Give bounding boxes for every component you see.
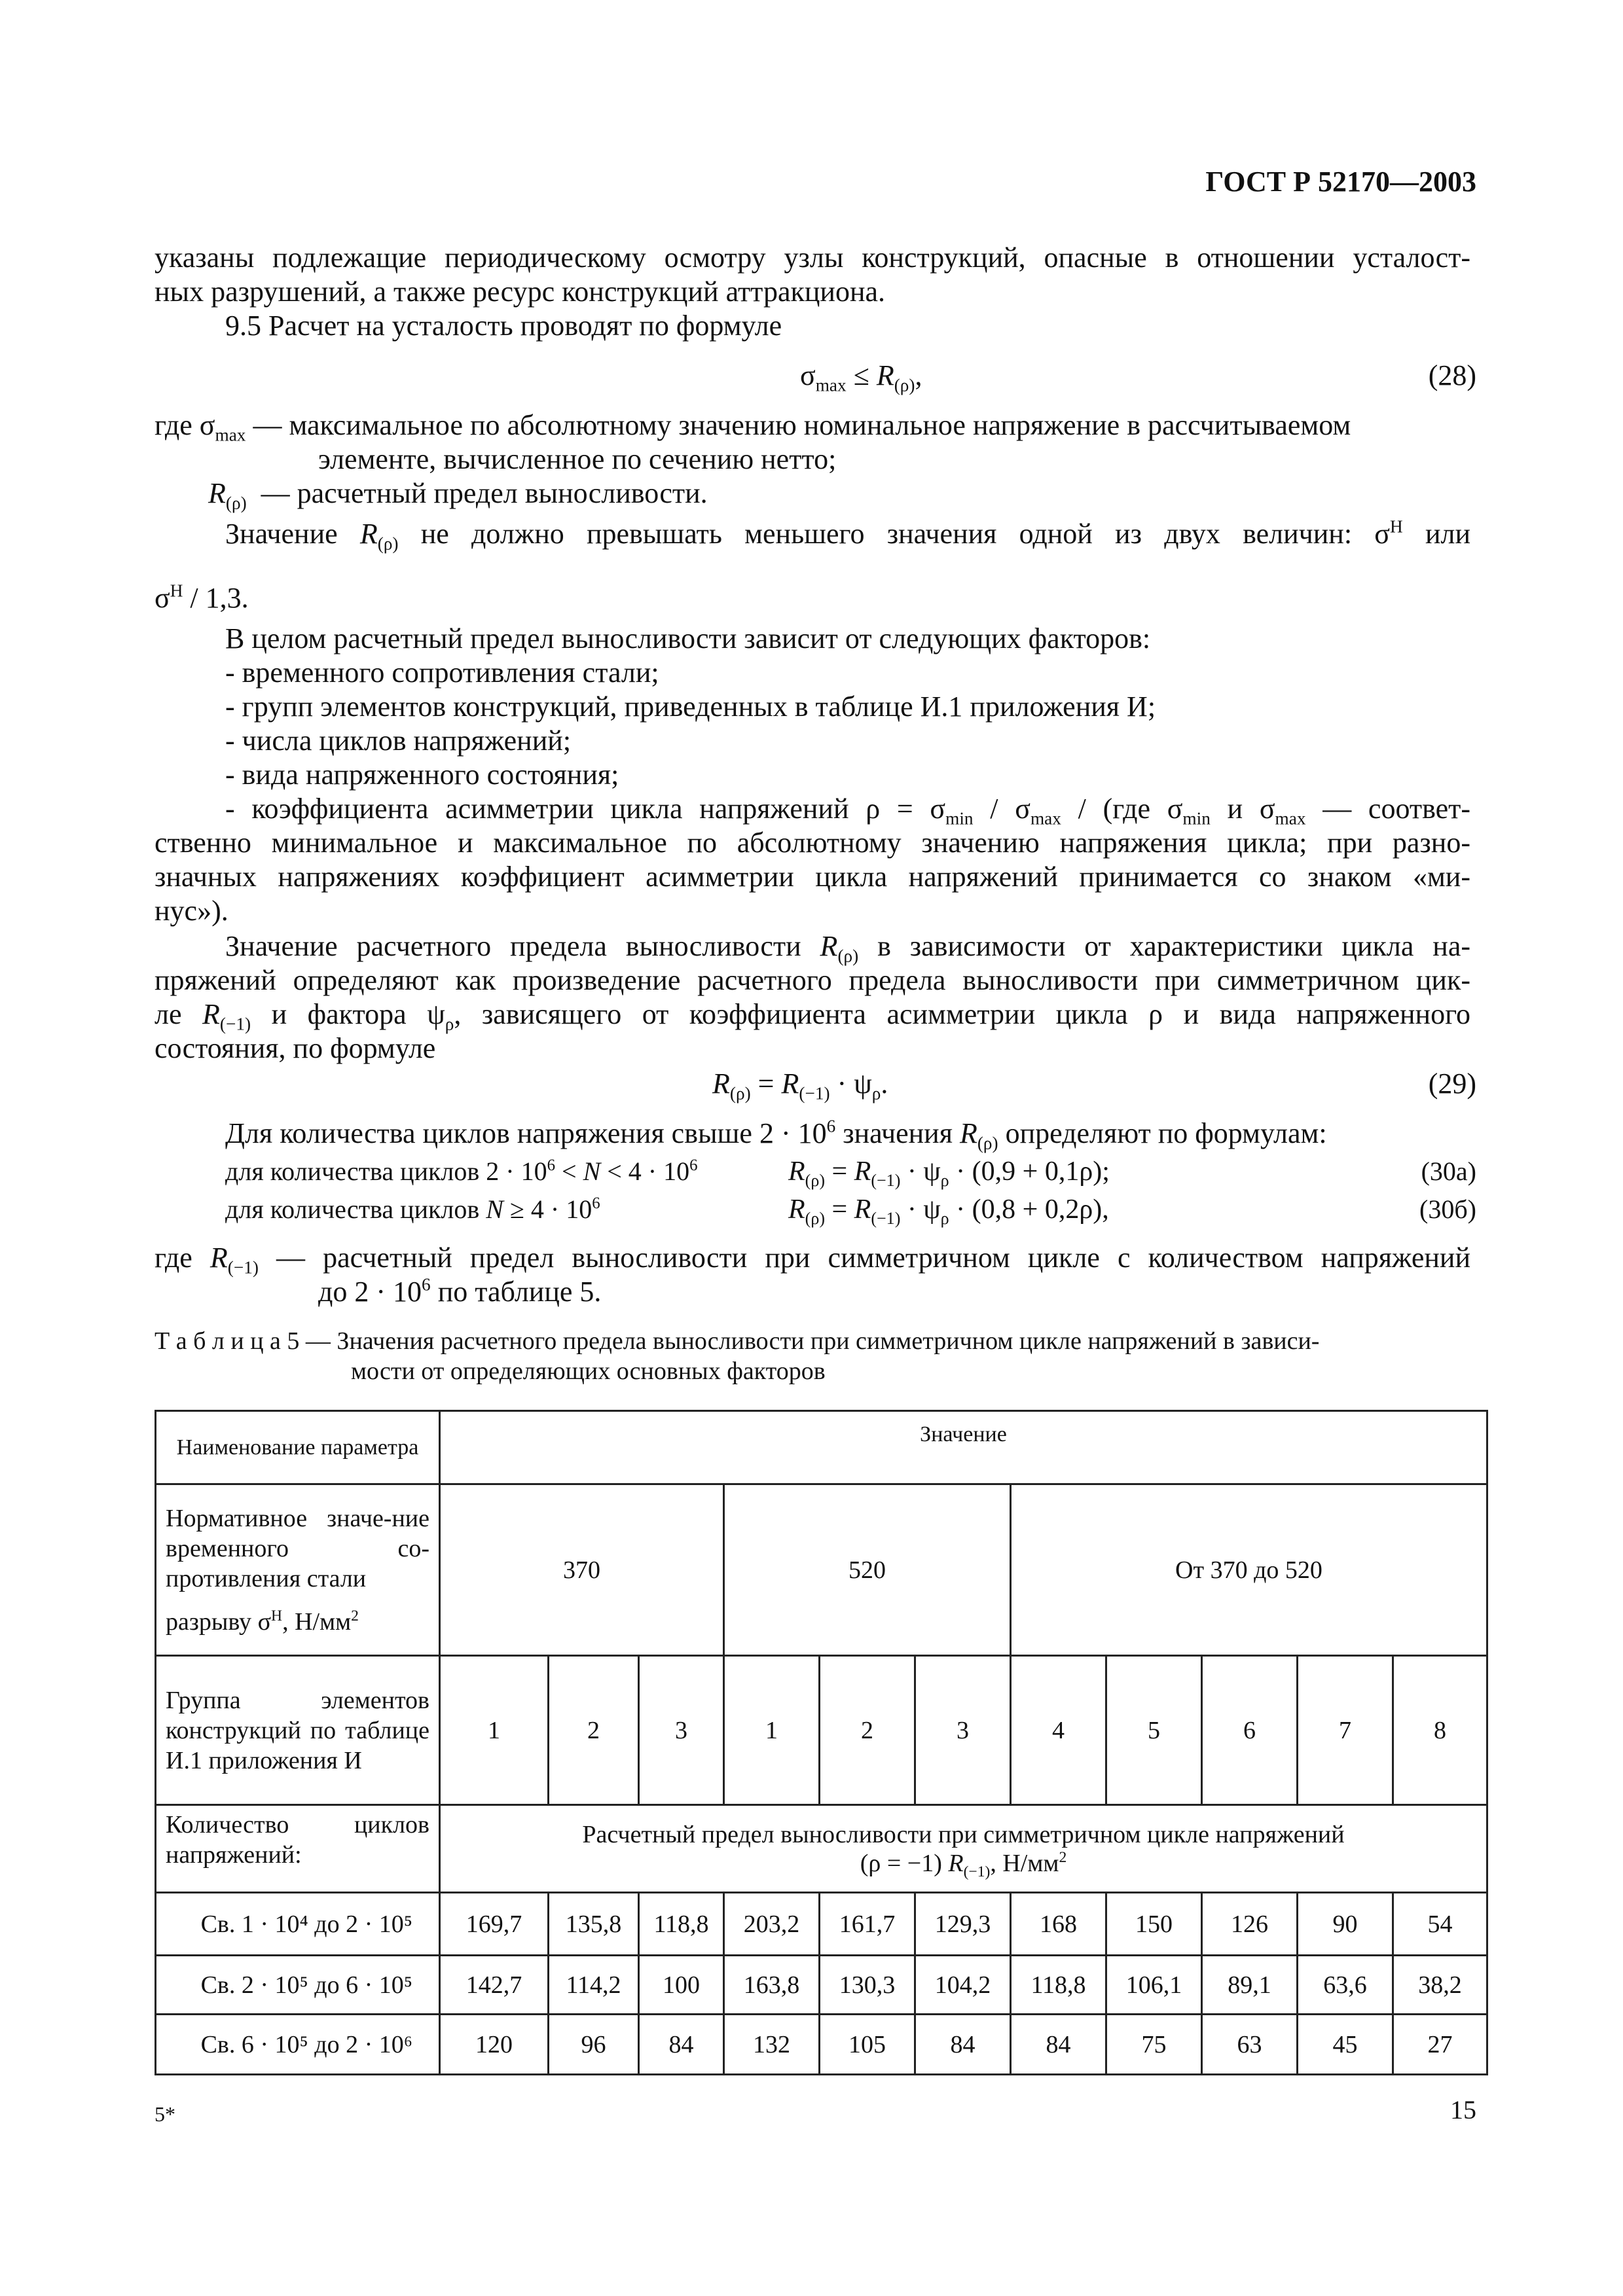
cell: 120 [440, 2015, 549, 2075]
table-5 [155, 1410, 1488, 2075]
footer-mark: 5* [155, 2102, 175, 2126]
definition-line: до $2 \cdot 10^6$ по таблице 5. [318, 1274, 602, 1308]
cell: 130,3 [820, 1956, 915, 2015]
equation-30b: $R_{(\rho)} = R_{(-1)} \cdot \psi_\rho \cdot (0,8 + 0,2\rho)$, [788, 1194, 1109, 1229]
cell: 104,2 [915, 1956, 1011, 2015]
cell: 63,6 [1298, 1956, 1393, 2015]
cell: 203,2 [724, 1893, 820, 1956]
group-cell: 2 [820, 1656, 915, 1805]
cell: 142,7 [440, 1956, 549, 2015]
cell: 161,7 [820, 1893, 915, 1956]
cell: 84 [1011, 2015, 1106, 2075]
group-cell: 3 [639, 1656, 724, 1805]
table-row [156, 2015, 1487, 2075]
cell: 96 [549, 2015, 639, 2075]
paragraph-line: значных напряжениях коэффициент асимметрии цикла напряжений принимается со знаком «ми- [155, 861, 1470, 893]
list-item: - групп элементов конструкций, приведенных в таблице И.1 приложения И; [225, 691, 1156, 723]
row-label-group: Группа элементов конструкций по таблице И.1 приложения И [156, 1656, 440, 1805]
cell: 100 [639, 1956, 724, 2015]
group-cell: 1 [440, 1656, 549, 1805]
paragraph-line: 9.5 Расчет на усталость проводят по формуле [225, 310, 782, 342]
paragraph-line: Значение расчетного предела выносливости $R_{(\rho)}$ в зависимости от характеристики цикла на- [225, 930, 1470, 966]
table-row-strength [156, 1484, 1487, 1656]
group-cell: 2 [549, 1656, 639, 1805]
cell: 168 [1011, 1893, 1106, 1956]
table-header-row [156, 1411, 1487, 1484]
table-row-group [156, 1656, 1487, 1805]
table-row-cycles-head [156, 1805, 1487, 1893]
cell: 118,8 [639, 1893, 724, 1956]
group-cell: 1 [724, 1656, 820, 1805]
cell: 84 [639, 2015, 724, 2075]
cell: 38,2 [1393, 1956, 1487, 2015]
cell: 45 [1298, 2015, 1393, 2075]
header-param: Наименование параметра [156, 1411, 440, 1484]
paragraph-line: указаны подлежащие периодическому осмотру узлы конструкций, опасные в отношении усталост- [155, 242, 1470, 274]
definition-line: $R_{(\rho)}$ — расчетный предел выносливости. [208, 477, 708, 513]
equation-number: (30б) [1419, 1194, 1476, 1224]
cell: 114,2 [549, 1956, 639, 2015]
page-number: 15 [1450, 2095, 1476, 2125]
list-item: - числа циклов напряжений; [225, 725, 572, 757]
condition-30b: для количества циклов $N \ge 4 \cdot 10^6$ [225, 1194, 600, 1224]
value-520: 520 [724, 1484, 1011, 1656]
condition-30a: для количества циклов $2 \cdot 10^6 < N < 4 \cdot 10^6$ [225, 1157, 698, 1186]
cell: 54 [1393, 1893, 1487, 1956]
list-item: - вида напряженного состояния; [225, 759, 619, 791]
cell: 163,8 [724, 1956, 820, 2015]
group-cell: 5 [1106, 1656, 1202, 1805]
value-range: От 370 до 520 [1011, 1484, 1487, 1656]
row-label: Св. 2 · 10⁵ до 6 · 10⁵ [156, 1956, 440, 2015]
group-cell: 6 [1202, 1656, 1298, 1805]
row-label: Св. 6 · 10⁵ до 2 · 10⁶ [156, 2015, 440, 2075]
cell: 129,3 [915, 1893, 1011, 1956]
cell: 126 [1202, 1893, 1298, 1956]
equation-number: (28) [1428, 359, 1476, 391]
paragraph-line: В целом расчетный предел выносливости зависит от следующих факторов: [225, 622, 1151, 655]
paragraph-line: Для количества циклов напряжения свыше $2 \cdot 10^6$ значения $R_{(\rho)}$ определяют по формулам: [225, 1116, 1327, 1153]
paragraph-line: Значение $R_{(\rho)}$ не должно превышать меньшего значения одной из двух величин: $\sigma^Н$ или [225, 516, 1470, 554]
cell: 89,1 [1202, 1956, 1298, 2015]
equation-28: $\sigma_{max} \le R_{(\rho)}$, [800, 359, 922, 395]
group-cell: 3 [915, 1656, 1011, 1805]
paragraph-line: пряжений определяют как произведение расчетного предела выносливости при симметричном цик- [155, 964, 1470, 996]
header-value: Значение [440, 1411, 1487, 1484]
group-cell: 8 [1393, 1656, 1487, 1805]
equation-number: (30а) [1421, 1157, 1476, 1186]
paragraph-line: нус»). [155, 895, 228, 927]
value-370: 370 [440, 1484, 724, 1656]
group-cell: 4 [1011, 1656, 1106, 1805]
row-label: Св. 1 · 10⁴ до 2 · 10⁵ [156, 1893, 440, 1956]
list-item: - временного сопротивления стали; [225, 656, 659, 689]
paragraph-line: ственно минимальное и максимальное по абсолютному значению напряжения цикла; при разно- [155, 827, 1470, 859]
paragraph-line: ле $R_{(-1)}$ и фактора $\psi_\rho$, зависящего от коэффициента асимметрии цикла ρ и вида напряженного [155, 998, 1471, 1034]
paragraph-line: ных разрушений, а также ресурс конструкций аттракциона. [155, 276, 886, 308]
cell: 84 [915, 2015, 1011, 2075]
equation-number: (29) [1428, 1067, 1476, 1100]
equation-29: $R_{(\rho)} = R_{(-1)} \cdot \psi_\rho$. [712, 1067, 888, 1103]
cell: 27 [1393, 2015, 1487, 2075]
group-cell: 7 [1298, 1656, 1393, 1805]
cell: 90 [1298, 1893, 1393, 1956]
paragraph-line: состояния, по формуле [155, 1032, 436, 1064]
row-label-strength: Нормативное значе-ние временного со-противления стали разрыву $\sigma^Н$, $Н/мм^2$ [156, 1484, 440, 1656]
definition-line: где $R_{(-1)}$ — расчетный предел выносливости при симметричном цикле с количеством напряжений [155, 1242, 1470, 1278]
cell: 106,1 [1106, 1956, 1202, 2015]
table-row [156, 1956, 1487, 2015]
cell: 75 [1106, 2015, 1202, 2075]
cell: 118,8 [1011, 1956, 1106, 2015]
cell: 169,7 [440, 1893, 549, 1956]
definition-line: элементе, вычисленное по сечению нетто; [318, 443, 837, 475]
equation-30a: $R_{(\rho)} = R_{(-1)} \cdot \psi_\rho \cdot (0,9 + 0,1\rho)$; [788, 1157, 1110, 1191]
table-caption-cont: мости от определяющих основных факторов [351, 1357, 826, 1385]
table-row [156, 1893, 1487, 1956]
table-caption: Т а б л и ц а 5 — Значения расчетного предела выносливости при симметричном цикле напряжений в зависи- [155, 1327, 1320, 1355]
paragraph-line: $\sigma^Н / 1,3$. [155, 581, 249, 614]
cell: 105 [820, 2015, 915, 2075]
cell: 135,8 [549, 1893, 639, 1956]
document-header-id: ГОСТ Р 52170—2003 [1205, 166, 1476, 198]
definition-line: где $\sigma_{max}$ — максимальное по абсолютному значению номинальное напряжение в рассчитываемом [155, 409, 1351, 445]
list-item: - коэффициента асимметрии цикла напряжений $\rho = \sigma_{min} / \sigma_{max} / (где$ $\sigma_{min}$ и $\sigma_{max}$ — соответ- [225, 793, 1471, 829]
cell: 132 [724, 2015, 820, 2075]
cell: 63 [1202, 2015, 1298, 2075]
row-label-cycles: Количество циклов напряжений: [156, 1805, 440, 1893]
cell: 150 [1106, 1893, 1202, 1956]
cycles-description: Расчетный предел выносливости при симметричном цикле напряжений (ρ = −1) $R_{(-1)}$, $Н/мм^2$ [440, 1805, 1487, 1893]
